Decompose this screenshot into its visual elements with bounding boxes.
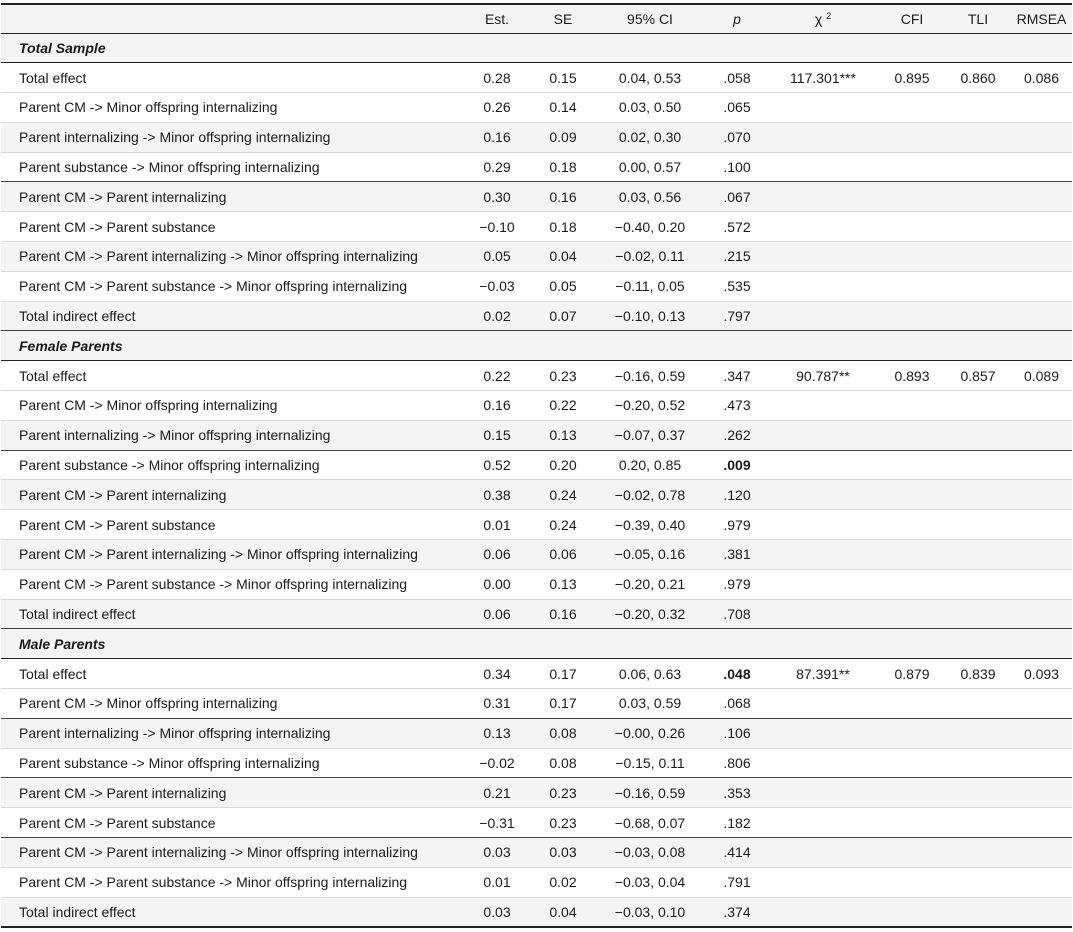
cell-ci: −0.16, 0.59 <box>593 361 707 391</box>
cell-tli <box>945 569 1011 599</box>
cell-tli <box>945 182 1011 212</box>
cell-tli <box>945 808 1011 838</box>
cell-se: 0.22 <box>533 391 593 421</box>
cell-est: −0.31 <box>461 808 533 838</box>
cell-chi: 90.787** <box>767 361 879 391</box>
cell-est: 0.38 <box>461 480 533 510</box>
cell-est: 0.01 <box>461 867 533 897</box>
cell-cfi: 0.893 <box>879 361 945 391</box>
cell-label: Parent CM -> Parent internalizing <box>1 480 461 510</box>
table-row <box>1 152 1072 182</box>
cell-se: 0.24 <box>533 510 593 540</box>
cell-se: 0.15 <box>533 63 593 93</box>
cell-chi <box>767 122 879 152</box>
cell-se: 0.16 <box>533 599 593 629</box>
cell-ci: 0.00, 0.57 <box>593 152 707 182</box>
table-row <box>1 63 1072 93</box>
cell-ci: 0.03, 0.50 <box>593 93 707 123</box>
cell-est: 0.03 <box>461 897 533 927</box>
header-rmsea: RMSEA <box>1011 4 1072 33</box>
cell-se: 0.06 <box>533 540 593 570</box>
cell-est: 0.29 <box>461 152 533 182</box>
cell-ci: −0.03, 0.08 <box>593 838 707 868</box>
cell-label: Parent CM -> Parent internalizing <box>1 182 461 212</box>
table-row <box>1 838 1072 868</box>
cell-ci: −0.07, 0.37 <box>593 420 707 450</box>
cell-label: Parent CM -> Minor offspring internalizing <box>1 391 461 421</box>
cell-cfi <box>879 748 945 778</box>
table-row <box>1 480 1072 510</box>
cell-rmsea <box>1011 569 1072 599</box>
cell-p: .068 <box>707 689 767 719</box>
cell-ci: 0.02, 0.30 <box>593 122 707 152</box>
cell-chi <box>767 569 879 599</box>
header-cfi: CFI <box>879 4 945 33</box>
cell-se: 0.18 <box>533 152 593 182</box>
cell-cfi <box>879 391 945 421</box>
cell-chi <box>767 480 879 510</box>
cell-tli <box>945 867 1011 897</box>
table-body <box>1 33 1072 927</box>
cell-cfi <box>879 867 945 897</box>
cell-tli <box>945 212 1011 242</box>
cell-chi <box>767 897 879 927</box>
table-row <box>1 420 1072 450</box>
cell-chi <box>767 420 879 450</box>
header-est: Est. <box>461 4 533 33</box>
cell-rmsea <box>1011 480 1072 510</box>
table-row <box>1 748 1072 778</box>
cell-label: Parent CM -> Minor offspring internalizing <box>1 689 461 719</box>
cell-p: .215 <box>707 242 767 272</box>
results-table-container <box>1 3 1072 928</box>
cell-rmsea <box>1011 540 1072 570</box>
cell-rmsea: 0.089 <box>1011 361 1072 391</box>
cell-est: 0.06 <box>461 599 533 629</box>
cell-tli <box>945 897 1011 927</box>
cell-label: Parent CM -> Parent substance -> Minor offspring internalizing <box>1 569 461 599</box>
cell-se: 0.20 <box>533 450 593 480</box>
cell-cfi: 0.895 <box>879 63 945 93</box>
cell-tli <box>945 540 1011 570</box>
cell-est: −0.02 <box>461 748 533 778</box>
cell-chi: 87.391** <box>767 659 879 689</box>
cell-p: .347 <box>707 361 767 391</box>
cell-chi <box>767 242 879 272</box>
cell-ci: 0.20, 0.85 <box>593 450 707 480</box>
cell-est: 0.15 <box>461 420 533 450</box>
cell-rmsea: 0.086 <box>1011 63 1072 93</box>
cell-rmsea <box>1011 450 1072 480</box>
cell-tli <box>945 391 1011 421</box>
header-label <box>1 4 461 33</box>
table-row <box>1 897 1072 927</box>
cell-rmsea <box>1011 897 1072 927</box>
cell-label: Parent CM -> Parent internalizing -> Minor offspring internalizing <box>1 242 461 272</box>
cell-est: 0.13 <box>461 718 533 748</box>
cell-se: 0.18 <box>533 212 593 242</box>
cell-ci: −0.39, 0.40 <box>593 510 707 540</box>
cell-cfi <box>879 897 945 927</box>
cell-label: Total effect <box>1 361 461 391</box>
cell-ci: −0.40, 0.20 <box>593 212 707 242</box>
cell-label: Parent CM -> Parent internalizing -> Minor offspring internalizing <box>1 838 461 868</box>
cell-rmsea <box>1011 510 1072 540</box>
cell-label: Parent substance -> Minor offspring internalizing <box>1 748 461 778</box>
cell-se: 0.08 <box>533 748 593 778</box>
table-row <box>1 718 1072 748</box>
cell-est: 0.52 <box>461 450 533 480</box>
cell-est: 0.03 <box>461 838 533 868</box>
cell-p: .708 <box>707 599 767 629</box>
table-row <box>1 778 1072 808</box>
cell-cfi <box>879 93 945 123</box>
cell-tli <box>945 778 1011 808</box>
header-chi-superscript: 2 <box>826 10 832 21</box>
cell-rmsea <box>1011 778 1072 808</box>
table-row <box>1 242 1072 272</box>
cell-ci: 0.06, 0.63 <box>593 659 707 689</box>
cell-chi <box>767 778 879 808</box>
cell-tli: 0.860 <box>945 63 1011 93</box>
cell-se: 0.05 <box>533 271 593 301</box>
cell-est: 0.30 <box>461 182 533 212</box>
cell-se: 0.23 <box>533 808 593 838</box>
cell-est: 0.05 <box>461 242 533 272</box>
cell-se: 0.03 <box>533 838 593 868</box>
cell-label: Parent CM -> Parent substance <box>1 808 461 838</box>
cell-ci: 0.03, 0.56 <box>593 182 707 212</box>
cell-chi <box>767 301 879 331</box>
cell-p: .572 <box>707 212 767 242</box>
cell-p: .182 <box>707 808 767 838</box>
cell-cfi <box>879 242 945 272</box>
cell-ci: −0.20, 0.52 <box>593 391 707 421</box>
section-header-row <box>1 33 1072 63</box>
cell-label: Parent CM -> Parent substance -> Minor offspring internalizing <box>1 867 461 897</box>
cell-cfi: 0.879 <box>879 659 945 689</box>
cell-ci: −0.20, 0.32 <box>593 599 707 629</box>
table-row <box>1 122 1072 152</box>
cell-rmsea <box>1011 182 1072 212</box>
cell-chi <box>767 271 879 301</box>
cell-label: Parent CM -> Parent internalizing -> Minor offspring internalizing <box>1 540 461 570</box>
cell-se: 0.08 <box>533 718 593 748</box>
cell-tli <box>945 718 1011 748</box>
cell-ci: −0.05, 0.16 <box>593 540 707 570</box>
cell-label: Parent substance -> Minor offspring internalizing <box>1 152 461 182</box>
cell-p: .979 <box>707 569 767 599</box>
cell-se: 0.23 <box>533 361 593 391</box>
cell-p: .009 <box>707 450 767 480</box>
table-row <box>1 599 1072 629</box>
cell-ci: −0.00, 0.26 <box>593 718 707 748</box>
cell-ci: −0.10, 0.13 <box>593 301 707 331</box>
table-row <box>1 569 1072 599</box>
cell-tli <box>945 748 1011 778</box>
cell-label: Parent CM -> Parent internalizing <box>1 778 461 808</box>
cell-tli <box>945 242 1011 272</box>
cell-p: .070 <box>707 122 767 152</box>
cell-est: 0.16 <box>461 122 533 152</box>
cell-cfi <box>879 271 945 301</box>
cell-ci: 0.04, 0.53 <box>593 63 707 93</box>
cell-rmsea: 0.093 <box>1011 659 1072 689</box>
header-p: p <box>707 4 767 33</box>
table-row <box>1 391 1072 421</box>
cell-label: Parent substance -> Minor offspring internalizing <box>1 450 461 480</box>
cell-cfi <box>879 420 945 450</box>
cell-tli <box>945 689 1011 719</box>
cell-rmsea <box>1011 271 1072 301</box>
cell-tli <box>945 480 1011 510</box>
table-row <box>1 93 1072 123</box>
cell-se: 0.17 <box>533 659 593 689</box>
cell-cfi <box>879 182 945 212</box>
cell-cfi <box>879 152 945 182</box>
cell-se: 0.23 <box>533 778 593 808</box>
cell-est: −0.10 <box>461 212 533 242</box>
cell-cfi <box>879 718 945 748</box>
cell-p: .106 <box>707 718 767 748</box>
cell-cfi <box>879 778 945 808</box>
table-row <box>1 689 1072 719</box>
cell-est: 0.00 <box>461 569 533 599</box>
cell-cfi <box>879 808 945 838</box>
cell-tli <box>945 420 1011 450</box>
cell-est: 0.31 <box>461 689 533 719</box>
cell-rmsea <box>1011 867 1072 897</box>
cell-rmsea <box>1011 391 1072 421</box>
cell-p: .067 <box>707 182 767 212</box>
cell-p: .100 <box>707 152 767 182</box>
cell-p: .797 <box>707 301 767 331</box>
cell-se: 0.24 <box>533 480 593 510</box>
cell-ci: −0.16, 0.59 <box>593 778 707 808</box>
cell-chi: 117.301*** <box>767 63 879 93</box>
cell-label: Parent CM -> Minor offspring internalizing <box>1 93 461 123</box>
cell-rmsea <box>1011 242 1072 272</box>
cell-est: 0.16 <box>461 391 533 421</box>
cell-est: 0.01 <box>461 510 533 540</box>
cell-label: Parent internalizing -> Minor offspring internalizing <box>1 420 461 450</box>
cell-chi <box>767 808 879 838</box>
cell-label: Total effect <box>1 659 461 689</box>
cell-p: .473 <box>707 391 767 421</box>
cell-ci: −0.68, 0.07 <box>593 808 707 838</box>
cell-rmsea <box>1011 599 1072 629</box>
cell-cfi <box>879 301 945 331</box>
cell-ci: −0.02, 0.78 <box>593 480 707 510</box>
cell-chi <box>767 718 879 748</box>
cell-p: .806 <box>707 748 767 778</box>
cell-se: 0.17 <box>533 689 593 719</box>
cell-chi <box>767 510 879 540</box>
cell-rmsea <box>1011 93 1072 123</box>
cell-p: .381 <box>707 540 767 570</box>
cell-chi <box>767 391 879 421</box>
cell-p: .262 <box>707 420 767 450</box>
table-row <box>1 271 1072 301</box>
cell-est: 0.21 <box>461 778 533 808</box>
cell-rmsea <box>1011 838 1072 868</box>
cell-ci: −0.20, 0.21 <box>593 569 707 599</box>
cell-est: 0.28 <box>461 63 533 93</box>
cell-rmsea <box>1011 152 1072 182</box>
cell-p: .065 <box>707 93 767 123</box>
cell-chi <box>767 540 879 570</box>
cell-est: 0.22 <box>461 361 533 391</box>
cell-label: Parent CM -> Parent substance <box>1 510 461 540</box>
header-se: SE <box>533 4 593 33</box>
cell-rmsea <box>1011 122 1072 152</box>
table-header <box>1 4 1072 33</box>
cell-label: Parent CM -> Parent substance <box>1 212 461 242</box>
cell-label: Total indirect effect <box>1 897 461 927</box>
cell-chi <box>767 93 879 123</box>
table-row <box>1 808 1072 838</box>
cell-est: 0.34 <box>461 659 533 689</box>
cell-cfi <box>879 689 945 719</box>
cell-se: 0.14 <box>533 93 593 123</box>
cell-label: Parent internalizing -> Minor offspring internalizing <box>1 122 461 152</box>
cell-se: 0.04 <box>533 897 593 927</box>
section-title: Male Parents <box>1 629 1072 659</box>
cell-tli <box>945 510 1011 540</box>
cell-ci: −0.03, 0.10 <box>593 897 707 927</box>
cell-se: 0.13 <box>533 420 593 450</box>
cell-label: Total effect <box>1 63 461 93</box>
cell-chi <box>767 450 879 480</box>
table-row <box>1 301 1072 331</box>
cell-rmsea <box>1011 212 1072 242</box>
cell-ci: 0.03, 0.59 <box>593 689 707 719</box>
cell-tli <box>945 152 1011 182</box>
cell-cfi <box>879 122 945 152</box>
cell-se: 0.04 <box>533 242 593 272</box>
cell-p: .979 <box>707 510 767 540</box>
cell-chi <box>767 689 879 719</box>
mediation-results-table <box>1 3 1072 928</box>
cell-cfi <box>879 569 945 599</box>
cell-tli: 0.839 <box>945 659 1011 689</box>
cell-chi <box>767 838 879 868</box>
cell-p: .058 <box>707 63 767 93</box>
cell-cfi <box>879 838 945 868</box>
cell-rmsea <box>1011 718 1072 748</box>
section-title: Female Parents <box>1 331 1072 361</box>
cell-tli: 0.857 <box>945 361 1011 391</box>
cell-p: .791 <box>707 867 767 897</box>
cell-chi <box>767 867 879 897</box>
cell-cfi <box>879 540 945 570</box>
cell-tli <box>945 93 1011 123</box>
cell-cfi <box>879 212 945 242</box>
cell-tli <box>945 450 1011 480</box>
header-chi-symbol: χ <box>814 10 823 27</box>
cell-p: .120 <box>707 480 767 510</box>
cell-label: Total indirect effect <box>1 599 461 629</box>
cell-tli <box>945 599 1011 629</box>
cell-p: .048 <box>707 659 767 689</box>
cell-chi <box>767 152 879 182</box>
table-row <box>1 659 1072 689</box>
cell-est: 0.06 <box>461 540 533 570</box>
cell-rmsea <box>1011 689 1072 719</box>
cell-se: 0.09 <box>533 122 593 152</box>
cell-p: .414 <box>707 838 767 868</box>
cell-chi <box>767 212 879 242</box>
section-header-row <box>1 331 1072 361</box>
table-row <box>1 182 1072 212</box>
cell-chi <box>767 748 879 778</box>
cell-se: 0.02 <box>533 867 593 897</box>
table-row <box>1 450 1072 480</box>
cell-chi <box>767 599 879 629</box>
table-row <box>1 867 1072 897</box>
cell-label: Parent internalizing -> Minor offspring internalizing <box>1 718 461 748</box>
section-header-row <box>1 629 1072 659</box>
cell-est: −0.03 <box>461 271 533 301</box>
cell-est: 0.02 <box>461 301 533 331</box>
table-row <box>1 510 1072 540</box>
cell-ci: −0.03, 0.04 <box>593 867 707 897</box>
header-ci: 95% CI <box>593 4 707 33</box>
header-row <box>1 4 1072 33</box>
cell-cfi <box>879 450 945 480</box>
table-row <box>1 361 1072 391</box>
cell-tli <box>945 838 1011 868</box>
table-row <box>1 212 1072 242</box>
cell-rmsea <box>1011 808 1072 838</box>
cell-rmsea <box>1011 301 1072 331</box>
cell-se: 0.07 <box>533 301 593 331</box>
cell-rmsea <box>1011 420 1072 450</box>
cell-p: .374 <box>707 897 767 927</box>
cell-rmsea <box>1011 748 1072 778</box>
header-chi-square <box>767 4 879 33</box>
cell-se: 0.13 <box>533 569 593 599</box>
cell-cfi <box>879 480 945 510</box>
cell-ci: −0.02, 0.11 <box>593 242 707 272</box>
cell-ci: −0.11, 0.05 <box>593 271 707 301</box>
cell-label: Total indirect effect <box>1 301 461 331</box>
cell-cfi <box>879 510 945 540</box>
cell-p: .535 <box>707 271 767 301</box>
cell-est: 0.26 <box>461 93 533 123</box>
cell-tli <box>945 271 1011 301</box>
section-title: Total Sample <box>1 33 1072 63</box>
cell-tli <box>945 122 1011 152</box>
cell-se: 0.16 <box>533 182 593 212</box>
cell-chi <box>767 182 879 212</box>
header-tli: TLI <box>945 4 1011 33</box>
cell-cfi <box>879 599 945 629</box>
cell-tli <box>945 301 1011 331</box>
cell-ci: −0.15, 0.11 <box>593 748 707 778</box>
cell-p: .353 <box>707 778 767 808</box>
cell-label: Parent CM -> Parent substance -> Minor offspring internalizing <box>1 271 461 301</box>
table-row <box>1 540 1072 570</box>
